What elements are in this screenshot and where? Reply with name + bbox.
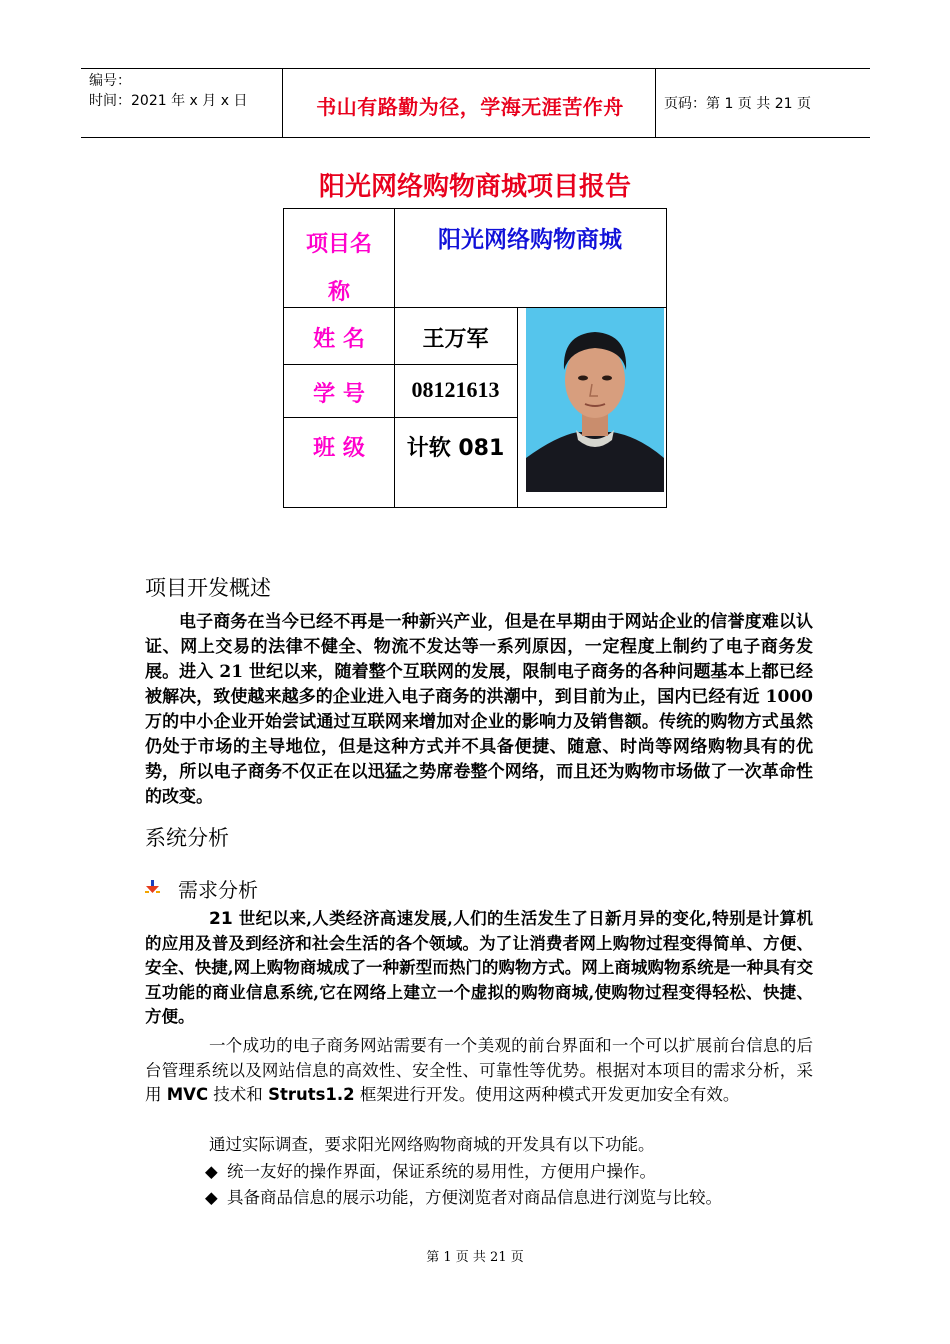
requirement-paragraph-3: 通过实际调查，要求阳光网络购物商城的开发具有以下功能。 <box>209 1135 655 1154</box>
name-value: 王万军 <box>422 327 489 352</box>
diamond-bullet-icon: ◆ <box>205 1188 218 1207</box>
time-label: 时间：2021 年 x 月 x 日 <box>89 93 248 109</box>
requirement-paragraph-2: 一个成功的电子商务网站需要有一个美观的前台界面和一个可以扩展前台信息的后台管理系统以及网站信息的高效性、安全性、可靠性等优势。根据对本项目的需求分析，采用 MVC 技术和 Struts1.2 框架进行开发。使用这两种模式开发更加安全有效。 <box>145 1036 813 1105</box>
overview-heading: 项目开发概述 <box>145 576 271 600</box>
name-label: 姓 名 <box>313 327 365 352</box>
student-id-value: 08121613 <box>411 377 500 402</box>
student-id-label: 学 号 <box>313 382 365 407</box>
project-name-value: 阳光网络购物商城 <box>438 227 622 253</box>
system-analysis-heading: 系统分析 <box>145 826 229 850</box>
page-footer: 第 1 页 共 21 页 <box>426 1250 524 1265</box>
requirement-heading: 需求分析 <box>178 878 258 902</box>
function-list-item: ◆ 统一友好的操作界面，保证系统的易用性，方便用户操作。 <box>205 1162 656 1181</box>
student-photo-illustration <box>526 308 664 492</box>
class-value: 计软 081 <box>406 436 505 461</box>
project-name-label: 项目名 称 <box>305 232 372 305</box>
table-line <box>284 417 517 418</box>
header-divider <box>282 69 283 137</box>
header-meta <box>89 71 247 111</box>
header-divider <box>655 69 656 137</box>
overview-paragraph: 电子商务在当今已经不再是一种新兴产业，但是在早期由于网站企业的信誉度难以认证、网上交易的法律不健全、物流不发达等一系列原因，一定程度上制约了电子商务发展。进入 21 世纪以来，随着整个互联网的发展，限制电子商务的各种问题基本上都已经被解决，致使越来越多的企业进入电子商务的洪潮中，到目前为止，国内已经有近 1000 万的中小企业开始尝试通过互联网来增加对企业的影响力及销售额。传统的购物方式虽然仍处于市场的主导地位，但是这种方式并不具备便捷、随意、时尚等网络购物具有的优势，所以电子商务不仅正在以迅猛之势席卷整个网络，而且还为购物市场做了一次革命性的改变。 <box>145 612 813 807</box>
student-photo <box>526 308 664 492</box>
function-list-item: ◆ 具备商品信息的展示功能，方便浏览者对商品信息进行浏览与比较。 <box>205 1188 722 1207</box>
info-table <box>283 208 667 508</box>
diamond-bullet-icon: ◆ <box>205 1162 218 1181</box>
table-line <box>517 307 518 507</box>
header-motto: 书山有路勤为径，学海无涯苦作舟 <box>316 95 624 119</box>
header-page-info: 页码：第 1 页 共 21 页 <box>664 96 811 112</box>
page-header <box>81 68 870 138</box>
bullet-arrow-icon <box>145 880 161 894</box>
serial-label: 编号： <box>89 73 131 89</box>
document-title: 阳光网络购物商城项目报告 <box>318 172 631 202</box>
table-line <box>284 364 517 365</box>
class-label: 班 级 <box>313 436 365 461</box>
requirement-paragraph-1: 21 世纪以来,人类经济高速发展,人们的生活发生了日新月异的变化,特别是计算机的应用及普及到经济和社会生活的各个领域。为了让消费者网上购物过程变得简单、方便、安全、快捷,网上购物商城成了一种新型而热门的购物方式。网上商城购物系统是一种具有交互功能的商业信息系统,它在网络上建立一个虚拟的购物商城,使购物过程变得轻松、快捷、方便。 <box>145 909 814 1027</box>
